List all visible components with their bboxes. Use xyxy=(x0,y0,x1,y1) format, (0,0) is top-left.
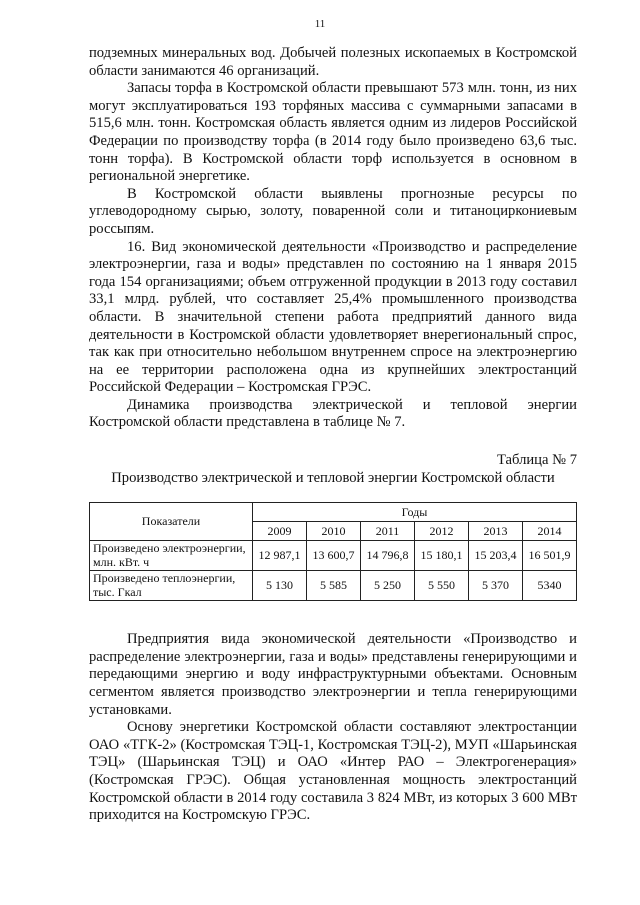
document-body xyxy=(89,45,577,825)
paragraph: Предприятия вида экономической деятельности «Производство и распределение электроэнергии, газа и воды» представлены генерирующими и передающими энергию и воду инфраструктурными объектами. Основным сегментом является производство электроэнергии и тепла генерирующими установками. xyxy=(89,631,577,718)
year-cell: 2014 xyxy=(523,522,577,541)
table-cell: 12 987,1 xyxy=(253,541,307,571)
table-number: Таблица № 7 xyxy=(497,452,577,469)
year-cell: 2010 xyxy=(307,522,361,541)
paragraph: Динамика производства электрической и тепловой энергии Костромской области представлена в таблице № 7. xyxy=(89,396,577,431)
table-cell: 5 130 xyxy=(253,571,307,601)
table-cell: 5 370 xyxy=(469,571,523,601)
table-cell: 16 501,9 xyxy=(523,541,577,571)
table-row xyxy=(90,541,577,571)
year-cell: 2012 xyxy=(415,522,469,541)
paragraph: В Костромской области выявлены прогнозные ресурсы по углеводородному сырью, золоту, поваренной соли и титаноциркониевым россыпям. xyxy=(89,185,577,237)
table-title: Производство электрической и тепловой энергии Костромской области xyxy=(111,469,555,486)
year-cell: 2011 xyxy=(361,522,415,541)
paragraph: Основу энергетики Костромской области составляют электростанции ОАО «ТГК-2» (Костромская ТЭЦ-1, Костромская ТЭЦ-2), МУП «Шарьинская ТЭЦ» (Шарьинская ТЭЦ) и ОАО «Интер РАО – Электрогенерация» (Костромская ГРЭС). Общая установленная мощность электростанций Костромской области в 2014 году составила 3 824 МВт, из которых 3 600 МВт приходится на Костромскую ГРЭС. xyxy=(89,719,577,824)
paragraph: Запасы торфа в Костромской области превышают 573 млн. тонн, из них могут эксплуатироваться 193 торфяных массива с суммарными запасами в 515,6 млн. тонн. Костромская область является одним из лидеров Российской Федерации по производству торфа (в 2014 году было произведено 63,6 тыс. тонн торфа). В Костромской области торф используется в основном в региональной энергетике. xyxy=(89,80,577,185)
table-cell: 5 585 xyxy=(307,571,361,601)
data-table xyxy=(89,502,577,601)
paragraph: подземных минеральных вод. Добычей полезных ископаемых в Костромской области занимаются 46 организаций. xyxy=(89,45,577,79)
table-cell: 5 250 xyxy=(361,571,415,601)
table-cell: 15 180,1 xyxy=(415,541,469,571)
row-label: Произведено теплоэнергии, тыс. Гкал xyxy=(90,571,253,601)
table-cell: 14 796,8 xyxy=(361,541,415,571)
table-row xyxy=(90,571,577,601)
year-cell: 2009 xyxy=(253,522,307,541)
row-label: Произведено электроэнергии, млн. кВт. ч xyxy=(90,541,253,571)
table-header-row xyxy=(90,503,577,522)
table-cell: 15 203,4 xyxy=(469,541,523,571)
paragraph: 16. Вид экономической деятельности «Производство и распределение электроэнергии, газа и воды» представлен по состоянию на 1 января 2015 года 154 организациями; объем отгруженной продукции в 2013 году составил 33,1 млрд. рублей, что составляет 25,4% промышленного производства области. В значительной степени работа предприятий данного вида деятельности в Костромской области удовлетворяет внерегиональный спрос, так как при относительно небольшом внутреннем спросе на электроэнергию на ее территории расположена одна из крупнейших электростанций Российской Федерации – Костромская ГРЭС. xyxy=(89,238,577,396)
year-cell: 2013 xyxy=(469,522,523,541)
page-number: 11 xyxy=(314,18,326,30)
table-cell: 5 550 xyxy=(415,571,469,601)
header-indicator: Показатели xyxy=(90,503,253,541)
header-years: Годы xyxy=(253,503,577,522)
table-cell: 13 600,7 xyxy=(307,541,361,571)
table-cell: 5340 xyxy=(523,571,577,601)
